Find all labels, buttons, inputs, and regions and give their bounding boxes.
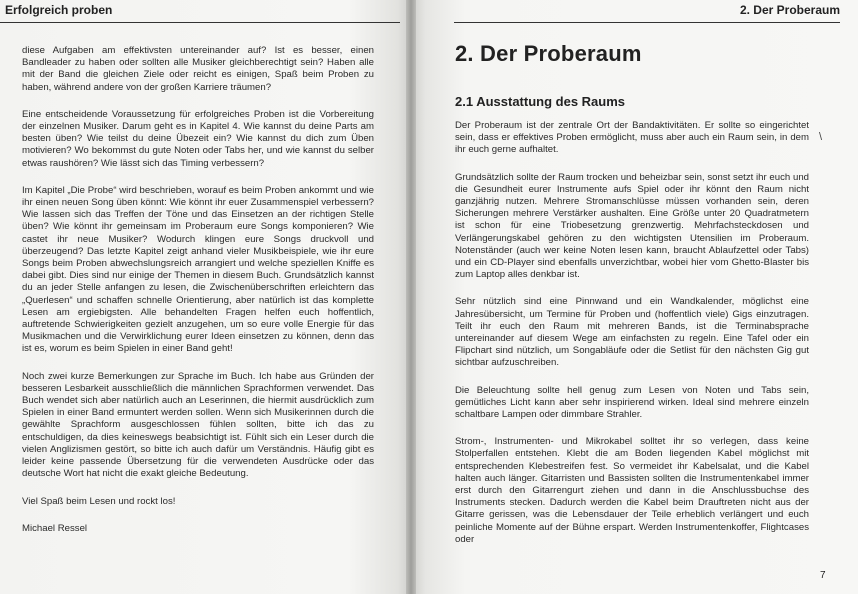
right-paragraph-2: Grundsätzlich sollte der Raum trocken und beheizbar sein, sonst setzt ihr euch und die Gesundheit eurer Instrumente aufs Spiel oder ihr könnt den Raum nicht ganzjährig nutzen. Mehrere Stromanschlüsse müssen vorhanden sein, deren Sicherungen mehrere Verstärker aushalten. Eine Größe unter 20 Quadratmetern ist schon für eine Triobesetzung grenzwertig. Mehrfachsteckdosen und Verlängerungskabel gehören zu den wichtigsten Utensilien im Proberaum. Notenständer (auch wer keine Noten lesen kann, braucht Ablaufzettel oder Tabs) und ein CD-Player sind ebenfalls unverzichtbar, wobei hier vom Ghetto-Blaster bis zum Laptop alles denkbar ist. xyxy=(455,171,809,281)
section-title: 2.1 Ausstattung des Raums xyxy=(455,94,626,109)
left-text-column xyxy=(22,45,374,550)
right-paragraph-4: Die Beleuchtung sollte hell genug zum Lesen von Noten und Tabs sein, gemütliches Licht kann aber sehr inspirierend wirken. Ideal sind mehrere einzeln schaltbare Lampen oder dimmbare Strahler. xyxy=(455,384,809,421)
right-paragraph-5: Strom-, Instrumenten- und Mikrokabel solltet ihr so verlegen, dass keine Stolperfallen entstehen. Klebt die am Boden liegenden Kabel möglichst mit entsprechenden Klebestreifen fest. So vermeidet ihr Kabelsalat, und die Kabel halten auch länger. Gitarristen und Bassisten sollten die Instrumentenkabel immer erst durch den Gitarrengurt ziehen und dann in die Anschlussbuchse des Instruments stecken. Dadurch werden die Kabel beim Drauftreten nicht aus der Gitarre gerissen, was die Lebensdauer der Teile erheblich verlängert und euch peinliche Momente auf der Bühne erspart. Werden Instrumentenkoffer, Flightcases oder xyxy=(455,436,809,545)
left-paragraph-4: Noch zwei kurze Bemerkungen zur Sprache im Buch. Ich habe aus Gründen der besseren Lesbarkeit ausschließlich die männlichen Sprachformen verwendet. Das Buch wendet sich aber natürlich auch an Leserinnen, die hiermit ausdrücklich zum Spielen in einer Band ermuntert werden sollen. Wenn sich Musikerinnen durch die gewählte Sprachform ausgeschlossen fühlen sollten, bitte ich das zu entschuldigen, da dies keineswegs beabsichtigt ist. Fühlt sich ein Leser durch die vielen Anglizismen gestört, so bitte ich auch dafür um Verständnis. Häufig gibt es leider keine passende Übersetzung für die verwendeten Ausdrücke oder das deutsche Wort hat nicht die exakt gleiche Bedeutung. xyxy=(22,370,374,480)
right-running-head-text: 2. Der Proberaum xyxy=(739,3,840,17)
left-paragraph-2: Eine entscheidende Voraussetzung für erfolgreiches Proben ist die Vorbereitung der einzelnen Musiker. Darum geht es in Kapitel 4. Wie kannst du deine Parts am besten üben? Wie teilst du deine Übezeit ein? Wie kannst du dich zum Üben motivieren? Wo bekommst du gute Noten oder Tabs her, und wie kannst du selber etwas raushören? Wie lässt sich das Timing verbessern? xyxy=(22,108,374,169)
right-running-head xyxy=(454,0,840,23)
right-paragraph-1: Der Proberaum ist der zentrale Ort der Bandaktivitäten. Er sollte so eingerichtet sein, dass er effektives Proben ermöglicht, muss aber auch ein Raum sein, in dem ihr euch gerne aufhaltet. xyxy=(455,120,809,156)
page-number: 7 xyxy=(820,570,826,581)
left-running-head xyxy=(0,0,400,23)
left-closing-line: Viel Spaß beim Lesen und rockt los! xyxy=(22,495,176,507)
left-paragraph-3: Im Kapitel „Die Probe“ wird beschrieben, worauf es beim Proben ankommt und wie ihr einen neuen Song üben könnt: Wie könnt ihr euer Zusammenspiel verbessern? Wie lassen sich das Treffen der Töne und das Einsetzen an der richtigen Stelle üben? Wie könnt ihr gemeinsam im Proberaum eure Songs komponieren? Wie castet ihr neue Musiker? Wodurch klingen eure Songs druckvoll und überzeugend? Das letzte Kapitel zeigt anhand vieler Musikbeispiele, wie ihr eure Songs beim Proben abwechslungsreich arrangiert und welche speziellen Kniffe es dabei gibt. Dies sind nur einige der Themen in diesem Buch. Grundsätzlich kannst du an jeder Stelle anfangen zu lesen, die Zwischenüberschriften erleichtern das „Querlesen“ und schaffen schnelle Orientierung, aber natürlich ist das komplette Lesen am ergiebigsten. Alle behandelten Fragen helfen euch hoffentlich, auftretende Schwierigkeiten gezielt anzugehen, um so eure volle Energie für das Musikmachen und die Verwirklichung eurer Ideen einsetzen zu können, denn das ist es, worum es beim Spielen in einer Band geht! xyxy=(22,184,374,355)
left-running-head-text: Erfolgreich proben xyxy=(5,3,113,17)
book-gutter xyxy=(406,0,416,594)
margin-mark: \ xyxy=(819,131,823,143)
chapter-title: 2. Der Proberaum xyxy=(455,41,642,66)
left-paragraph-1: diese Aufgaben am effektivsten untereinander auf? Ist es besser, einen Bandleader zu haben oder sollten alle Musiker gleichberechtigt sein? Haben alle mit der Band die gleichen Ziele oder reicht es einigen, Spaß beim Proben zu haben, während andere von der großen Karriere träumen? xyxy=(22,45,374,93)
right-paragraph-3: Sehr nützlich sind eine Pinnwand und ein Wandkalender, möglichst eine Jahresübersicht, um Termine für Proben und (hoffentlich viele) Gigs einzutragen. Teilt ihr euch den Raum mit mehreren Bands, ist die Terminabsprache untereinander auf diesem Wege am einfachsten zu regeln. Eine Tafel oder ein Flipchart sind nützlich, um Songabläufe oder die Setlist für den nächsten Gig gut sichtbar aufzuschreiben. xyxy=(455,296,809,369)
author-signature: Michael Ressel xyxy=(22,522,88,534)
right-text-column xyxy=(455,120,809,561)
